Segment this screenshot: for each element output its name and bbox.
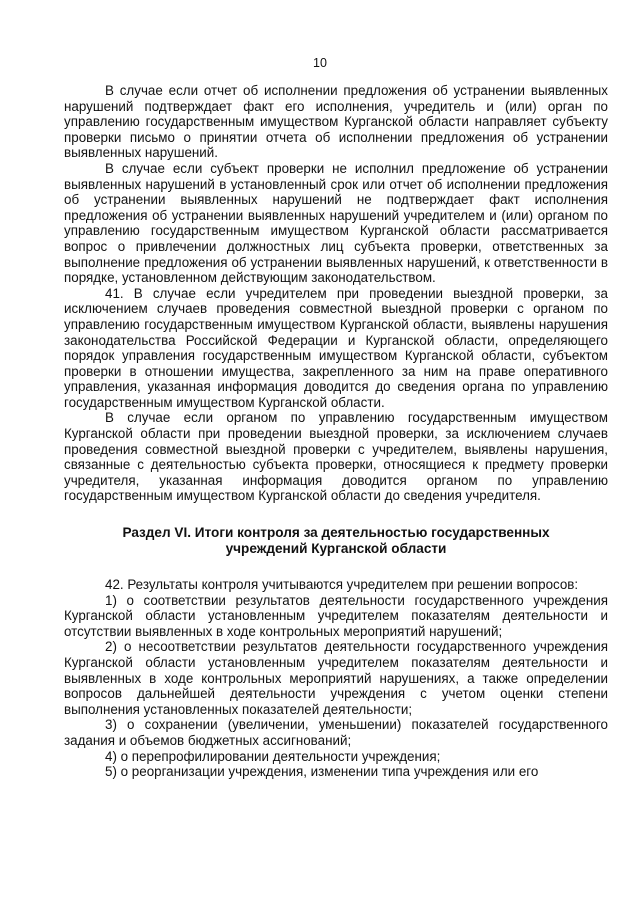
paragraph: В случае если субъект проверки не исполнил предложение об устранении выявленных нарушений в установленный срок или отчет об исполнении предложения об устранении выявленных нарушений не подтверждает факт исполнения предложения об устранении выявленных нарушений учредителем и (или) органом по управлению государственным имуществом Курганской области рассматривается вопрос о привлечении должностных лиц субъекта проверки, ответственных за выполнение предложения об устранении выявленных нарушений, к ответственности в порядке, установленном действующим законодательством. bbox=[64, 160, 608, 286]
list-item: 5) о реорганизации учреждения, изменении типа учреждения или его bbox=[105, 764, 539, 780]
paragraph: В случае если отчет об исполнении предложения об устранении выявленных нарушений подтверждает факт его исполнения, учредитель и (или) орган по управлению государственным имуществом Курганской области направляет субъекту проверки письмо о принятии отчета об исполнении предложения об устранении выявленных нарушений. bbox=[64, 83, 608, 161]
section-heading bbox=[64, 525, 608, 557]
list-item: 4) о перепрофилировании деятельности учреждения; bbox=[105, 748, 441, 764]
list-item: 2) о несоответствии результатов деятельности государственного учреждения Курганской области установленным учредителем показателям деятельности и выявленных в ходе контрольных мероприятий нарушениях, а также определении вопросов дальнейшей деятельности учреждения с учетом оценки степени выполнения установленных показателей деятельности; bbox=[64, 639, 608, 717]
paragraph: 42. Результаты контроля учитываются учредителем при решении вопросов: bbox=[105, 577, 579, 593]
document-body bbox=[64, 83, 608, 780]
section-heading-line: Раздел VI. Итоги контроля за деятельностью государственных bbox=[122, 525, 550, 541]
list-item: 1) о соответствии результатов деятельности государственного учреждения Курганской области установленным учредителем показателям деятельности и отсутствии выявленных в ходе контрольных мероприятий нарушений; bbox=[64, 592, 608, 639]
page-number: 10 bbox=[313, 56, 327, 70]
list-item: 3) о сохранении (увеличении, уменьшении) показателей государственного задания и объемов бюджетных ассигнований; bbox=[64, 717, 608, 748]
section-heading-line: учреждений Курганской области bbox=[225, 541, 447, 557]
paragraph: 41. В случае если учредителем при проведении выездной проверки, за исключением случаев проведения совместной выездной проверки с органом по управлению государственным имуществом Курганской области, выявлены нарушения законодательства Российской Федерации и Курганской области, определяющего порядок управления государственным имуществом Курганской области, субъектом проверки в отношении имущества, закрепленного за ним на праве оперативного управления, указанная информация доводится до сведения органа по управлению государственным имуществом Курганской области. bbox=[64, 285, 608, 410]
paragraph: В случае если органом по управлению государственным имуществом Курганской области при проведении выездной проверки, за исключением случаев проведения совместной выездной проверки с учредителем, выявлены нарушения, связанные с деятельностью субъекта проверки, относящиеся к предмету проверки учредителя, указанная информация доводится органом по управлению государственным имуществом Курганской области до сведения учредителя. bbox=[64, 410, 608, 504]
